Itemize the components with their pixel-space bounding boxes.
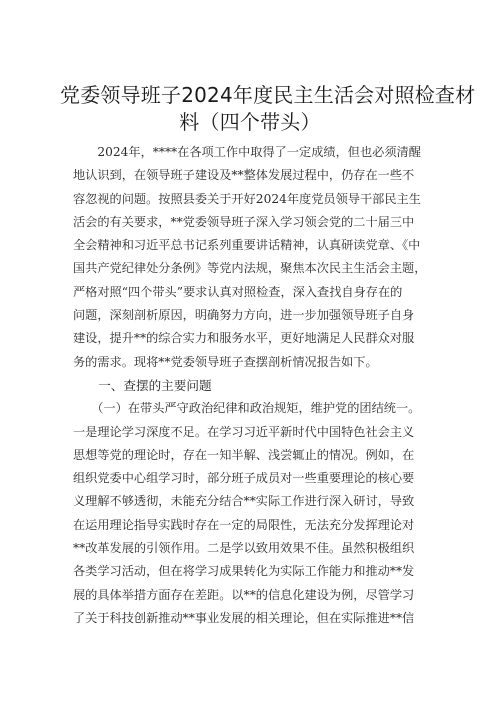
body-line: 容忽视的问题。按照县委关于开好2024年度党员领导干部民主生 xyxy=(73,191,421,206)
document-body xyxy=(73,141,433,630)
body-line: 2024年，****在各项工作中取得了一定成绩，但也必须清醒 xyxy=(73,145,421,159)
body-line: （一）在带头严守政治纪律和政治规矩，维护党的团结统一。 xyxy=(73,401,421,416)
title-line-1: 党委领导班子2024年度民主生活会对照检查材 xyxy=(60,83,476,107)
body-line: 全会精神和习近平总书记系列重要讲话精神，认真研读党章、《中 xyxy=(73,238,421,253)
body-line: 展的具体举措方面存在差距。以**的信息化建设为例，尽管学习 xyxy=(73,587,415,602)
body-line: 组织党委中心组学习时，部分班子成员对一些重要理论的核心要 xyxy=(73,471,415,486)
body-line: 活会的有关要求，**党委领导班子深入学习领会党的二十届三中 xyxy=(73,214,415,229)
title-line-2: 料（四个带头） xyxy=(179,110,321,134)
body-line: 建设，提升**的综合实力和服务水平，更好地满足人民群众对服 xyxy=(73,331,415,346)
body-line: 地认识到，在领导班子建设及**整体发展过程中，仍存在一些不 xyxy=(73,168,415,183)
body-line: 义理解不够透彻，未能充分结合**实际工作进行深入研讨，导致 xyxy=(73,494,415,509)
body-line: 国共产党纪律处分条例》等党内法规，聚焦本次民主生活会主题， xyxy=(73,261,427,276)
section-heading: 一、查摆的主要问题 xyxy=(73,377,212,393)
body-line: 各类学习活动，但在将学习成果转化为实际工作能力和推动**发 xyxy=(73,564,415,579)
body-line: 一是理论学习深度不足。在学习习近平新时代中国特色社会主义 xyxy=(73,424,415,439)
body-line: 了关于科技创新推动**事业发展的相关理论，但在实际推进**信 xyxy=(73,610,415,625)
body-line: 务的需求。现将**党委领导班子查摆剖析情况报告如下。 xyxy=(73,354,378,369)
body-line: 在运用理论指导实践时存在一定的局限性，无法充分发挥理论对 xyxy=(73,517,415,532)
body-line: **改革发展的引领作用。二是学以致用效果不佳。虽然积极组织 xyxy=(73,541,415,556)
body-line: 思想等党的理论时，存在一知半解、浅尝辄止的情况。例如，在 xyxy=(73,447,415,462)
body-line: 严格对照“四个带头”要求认真对照检查，深入查找自身存在的 xyxy=(73,284,403,299)
body-line: 问题，深刻剖析原因，明确努力方向，进一步加强领导班子自身 xyxy=(73,308,415,323)
document-title xyxy=(60,82,476,136)
